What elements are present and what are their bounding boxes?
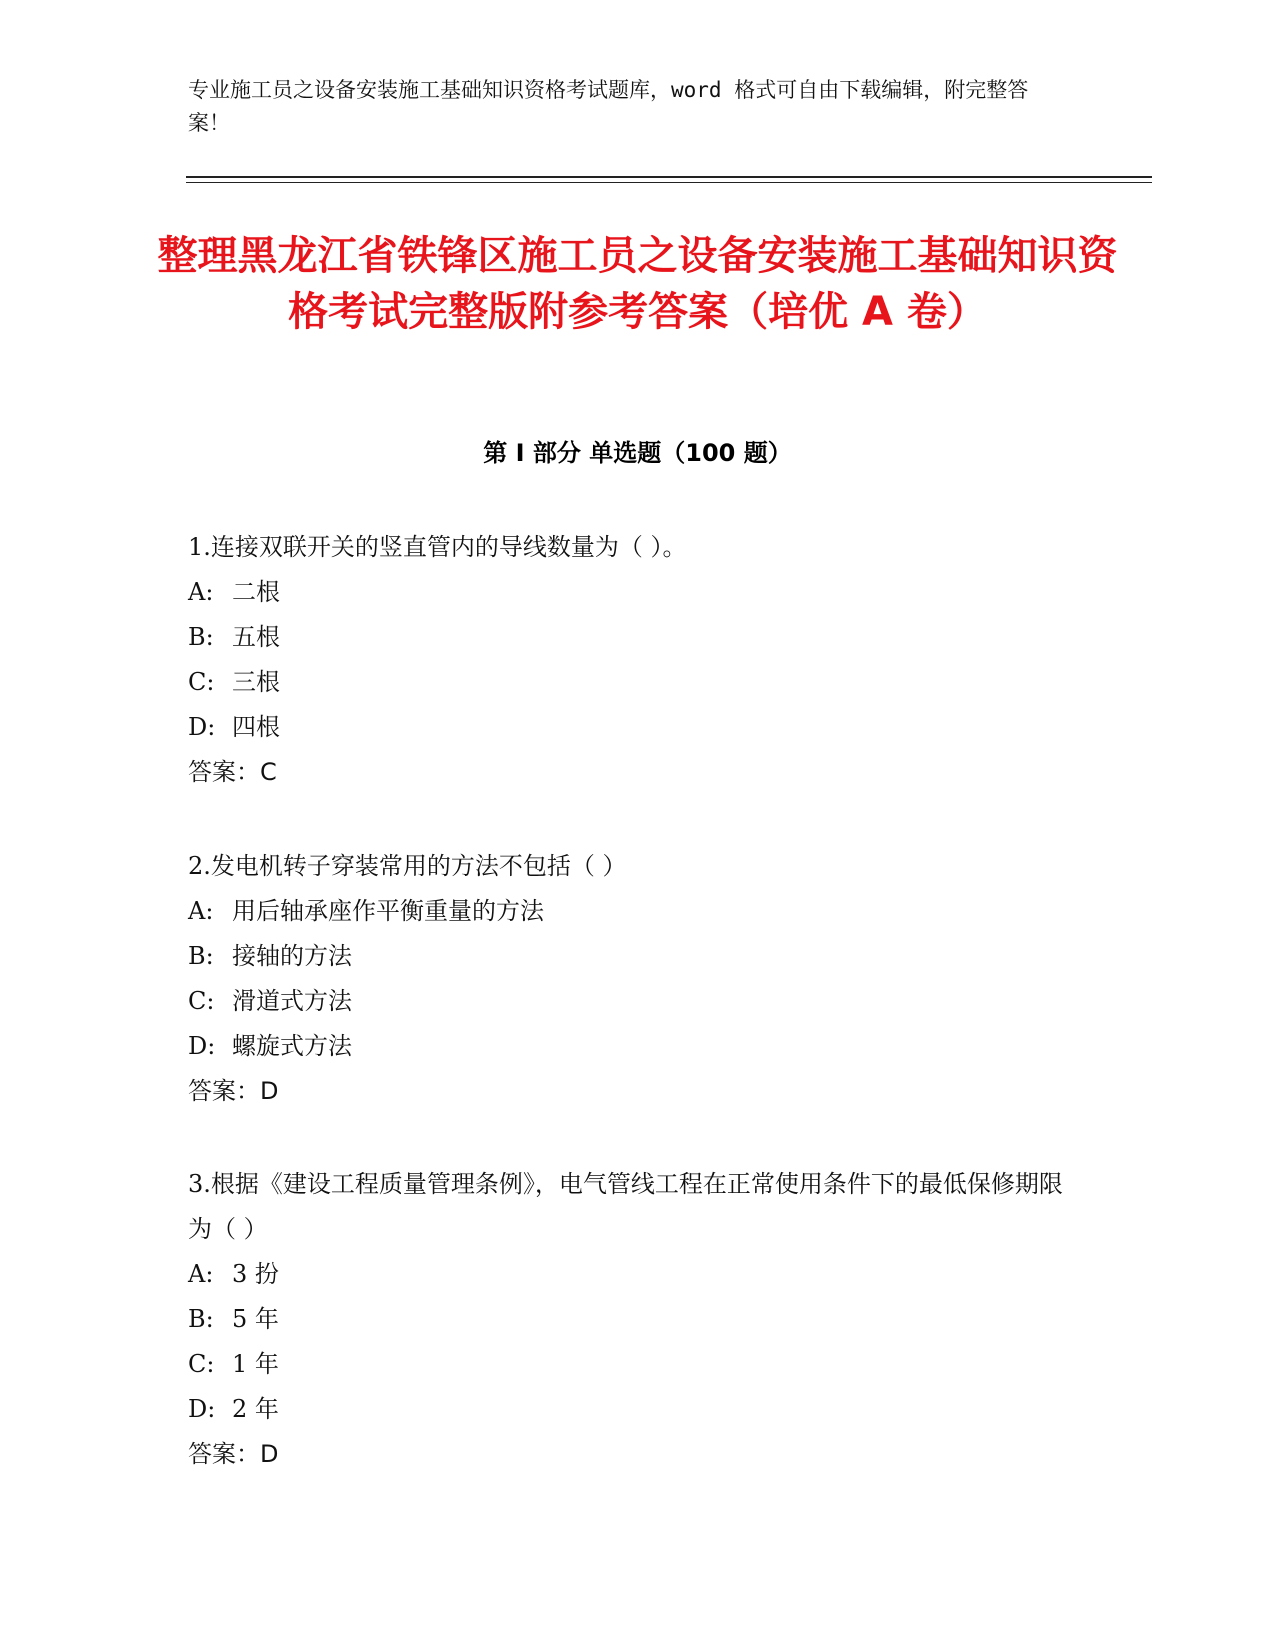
option-text: 三根 bbox=[232, 668, 280, 696]
question-2 bbox=[188, 844, 1068, 1114]
answer-line: 答案：D bbox=[188, 1077, 279, 1105]
question-1 bbox=[188, 525, 1068, 795]
option-letter: D: bbox=[188, 1395, 216, 1423]
option-text: 滑道式方法 bbox=[232, 987, 352, 1015]
option-text: 1 年 bbox=[232, 1350, 279, 1378]
option-text: 用后轴承座作平衡重量的方法 bbox=[232, 897, 544, 925]
option-text: 螺旋式方法 bbox=[232, 1032, 352, 1060]
option-letter: A: bbox=[188, 578, 214, 606]
option-d bbox=[188, 1387, 1068, 1432]
option-letter: B: bbox=[188, 623, 214, 651]
document-title: 整理黑龙江省铁锋区施工员之设备安装施工基础知识资格考试完整版附参考答案（培优 A 卷） bbox=[157, 233, 1118, 335]
question-stem: 3.根据《建设工程质量管理条例》，电气管线工程在正常使用条件下的最低保修期限为（ ） bbox=[188, 1170, 1063, 1243]
option-letter: B: bbox=[188, 942, 214, 970]
option-text: 四根 bbox=[232, 713, 280, 741]
option-letter: C: bbox=[188, 987, 215, 1015]
header-divider-thick bbox=[186, 176, 1152, 178]
option-text: 接轴的方法 bbox=[232, 942, 352, 970]
option-text: 五根 bbox=[232, 623, 280, 651]
option-text: 2 年 bbox=[232, 1395, 279, 1423]
option-letter: C: bbox=[188, 1350, 215, 1378]
option-b bbox=[188, 934, 1068, 979]
option-text: 5 年 bbox=[232, 1305, 279, 1333]
option-letter: A: bbox=[188, 897, 214, 925]
question-stem: 1.连接双联开关的竖直管内的导线数量为（ ）。 bbox=[188, 533, 687, 561]
option-c bbox=[188, 1342, 1068, 1387]
option-c bbox=[188, 660, 1068, 705]
option-letter: A: bbox=[188, 1260, 214, 1288]
option-text: 3 扮 bbox=[232, 1260, 279, 1288]
question-3 bbox=[188, 1162, 1068, 1477]
option-letter: B: bbox=[188, 1305, 214, 1333]
option-text: 二根 bbox=[232, 578, 280, 606]
option-c bbox=[188, 979, 1068, 1024]
answer-line: 答案：C bbox=[188, 758, 277, 786]
option-d bbox=[188, 1024, 1068, 1069]
option-a bbox=[188, 570, 1068, 615]
option-letter: D: bbox=[188, 713, 216, 741]
option-letter: C: bbox=[188, 668, 215, 696]
option-letter: D: bbox=[188, 1032, 216, 1060]
section-heading: 第 I 部分 单选题（100 题） bbox=[483, 439, 792, 467]
option-b bbox=[188, 615, 1068, 660]
option-a bbox=[188, 1252, 1068, 1297]
header-divider-thin bbox=[186, 182, 1152, 183]
option-b bbox=[188, 1297, 1068, 1342]
answer-line: 答案：D bbox=[188, 1440, 279, 1468]
option-d bbox=[188, 705, 1068, 750]
question-stem: 2.发电机转子穿装常用的方法不包括（ ） bbox=[188, 852, 627, 880]
option-a bbox=[188, 889, 1068, 934]
header-note: 专业施工员之设备安装施工基础知识资格考试题库，word 格式可自由下载编辑，附完整答案！ bbox=[188, 78, 1029, 135]
